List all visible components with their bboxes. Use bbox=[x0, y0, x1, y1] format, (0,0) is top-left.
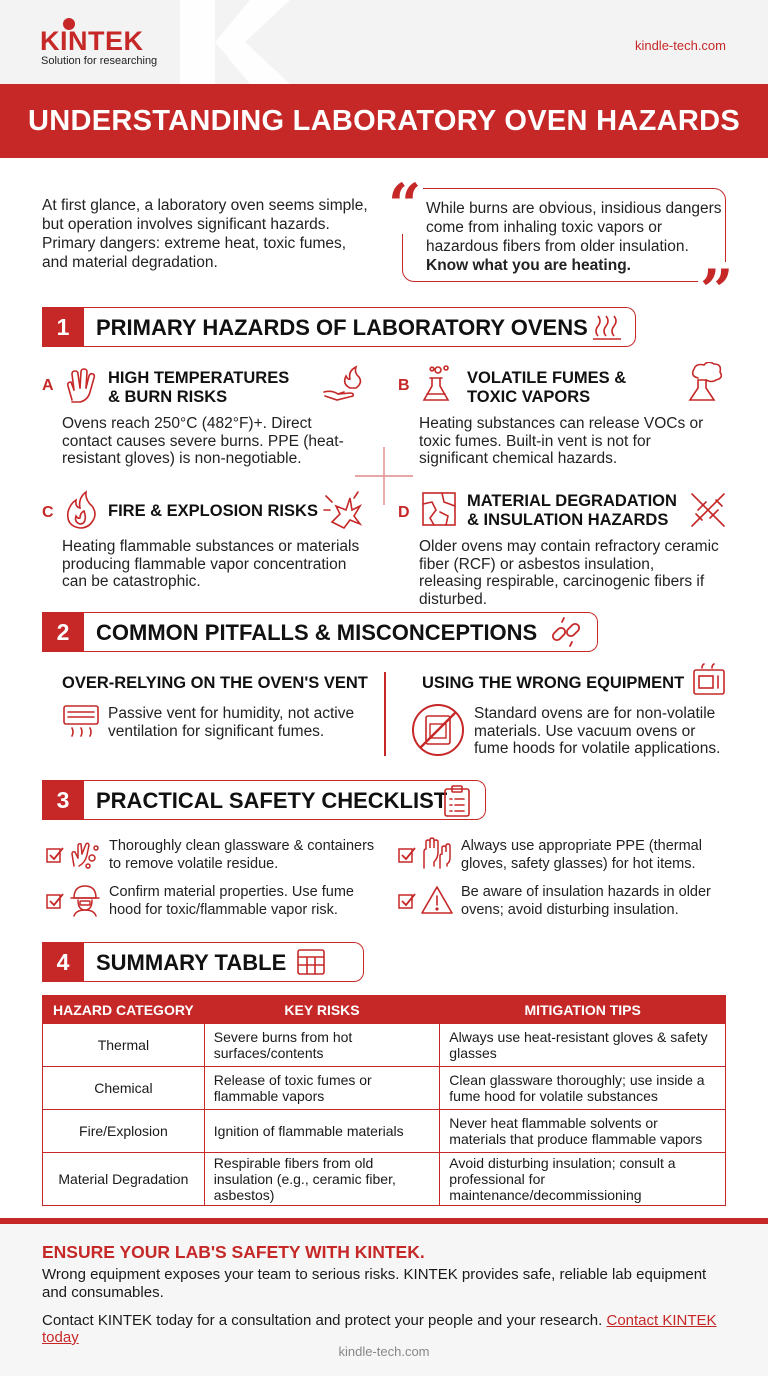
table-cell-category: Fire/Explosion bbox=[43, 1110, 205, 1153]
fume-cloud-icon bbox=[684, 362, 728, 402]
brand-logo[interactable]: KINTEK bbox=[40, 26, 144, 56]
close-quote-icon: ” bbox=[700, 257, 734, 325]
checklist-item-2: Always use appropriate PPE (thermal gloves, safety glasses) for hot items. bbox=[461, 838, 702, 872]
gloves-icon bbox=[420, 836, 454, 870]
checklist-item-1: Thoroughly clean glassware & containers to remove volatile residue. bbox=[109, 838, 375, 872]
section-2-number: 2 bbox=[42, 612, 84, 652]
quote-text bbox=[426, 199, 726, 275]
table-icon bbox=[296, 948, 326, 976]
checkbox-3-icon[interactable] bbox=[46, 892, 64, 910]
website-link-bottom[interactable]: kindle-tech.com bbox=[338, 1344, 430, 1359]
hazard-c-title-line1: FIRE & EXPLOSION RISKS bbox=[108, 502, 318, 520]
hazard-a-body: Ovens reach 250°C (482°F)+. Direct contact causes severe burns. PPE (heat-resistant gloves) is non-negotiable. bbox=[62, 415, 344, 467]
table-cell-category: Chemical bbox=[43, 1067, 205, 1110]
fibers-icon bbox=[688, 490, 728, 530]
website-link-top[interactable]: kindle-tech.com bbox=[634, 38, 726, 53]
table-cell-mitigation: Never heat flammable solvents or materials that produce flammable vapors bbox=[440, 1110, 726, 1153]
cta-contact-text: Contact KINTEK today for a consultation and protect your people and your research. bbox=[42, 1312, 603, 1329]
hazard-c-letter: C bbox=[42, 504, 54, 521]
contact-kintek-link[interactable]: Contact KINTEK today bbox=[42, 1312, 717, 1346]
hazard-a-title-line2: & BURN RISKS bbox=[108, 388, 228, 406]
section-3-number: 3 bbox=[42, 780, 84, 820]
hazard-a-title-line1: HIGH TEMPERATURES bbox=[108, 369, 290, 387]
table-row bbox=[43, 1067, 726, 1110]
hazard-b-title bbox=[467, 369, 626, 407]
cta-contact-line bbox=[42, 1312, 742, 1346]
section-4-number: 4 bbox=[42, 942, 84, 982]
pitfall-2-title: USING THE WRONG EQUIPMENT bbox=[422, 674, 685, 692]
table-cell-risks: Severe burns from hot surfaces/contents bbox=[204, 1024, 440, 1067]
column-header-category: HAZARD CATEGORY bbox=[43, 996, 205, 1024]
hazard-d-body: Older ovens may contain refractory ceramic fiber (RCF) or asbestos insulation, releasing respirable, carcinogenic fibers if disturbed. bbox=[419, 538, 719, 608]
microwave-oven-icon bbox=[692, 662, 726, 698]
pitfall-1-title: OVER-RELYING ON THE OVEN'S VENT bbox=[62, 674, 368, 692]
hazard-b-body: Heating substances can release VOCs or toxic fumes. Built-in vent is not for significant chemical hazards. bbox=[419, 415, 704, 467]
pitfall-1-body: Passive vent for humidity, not active ventilation for significant fumes. bbox=[108, 705, 355, 740]
table-cell-mitigation: Avoid disturbing insulation; consult a professional for maintenance/decommissioning bbox=[440, 1153, 726, 1206]
cta-title: ENSURE YOUR LAB'S SAFETY WITH KINTEK. bbox=[42, 1242, 425, 1262]
checkbox-1-icon[interactable] bbox=[46, 846, 64, 864]
table-cell-mitigation: Always use heat-resistant gloves & safety glasses bbox=[440, 1024, 726, 1067]
section-2-title: COMMON PITFALLS & MISCONCEPTIONS bbox=[96, 620, 538, 645]
protective-helmet-icon bbox=[68, 882, 102, 918]
open-quote-icon: “ bbox=[388, 171, 422, 239]
warning-triangle-icon bbox=[420, 884, 454, 916]
table-cell-risks: Ignition of flammable materials bbox=[204, 1110, 440, 1153]
cta-body: Wrong equipment exposes your team to serious risks. KINTEK provides safe, reliable lab equipment and consumables. bbox=[42, 1266, 707, 1301]
hand-flame-icon bbox=[320, 362, 364, 402]
hazard-c-body: Heating flammable substances or materials producing flammable vapor concentration can be catastrophic. bbox=[62, 538, 360, 590]
table-row bbox=[43, 1153, 726, 1206]
flame-icon bbox=[62, 490, 98, 530]
broken-chain-icon bbox=[550, 616, 582, 648]
section-1-number: 1 bbox=[42, 307, 84, 347]
quote-emphasis: Know what you are heating. bbox=[426, 257, 631, 274]
column-header-mitigation: MITIGATION TIPS bbox=[440, 996, 726, 1024]
table-cell-risks: Respirable fibers from old insulation (e.g., ceramic fiber, asbestos) bbox=[204, 1153, 440, 1206]
brand-tagline: Solution for researching bbox=[41, 55, 158, 67]
clipboard-icon bbox=[442, 784, 472, 818]
hazard-d-title bbox=[467, 492, 677, 530]
hazard-b-title-line1: VOLATILE FUMES & bbox=[467, 369, 627, 387]
hazard-b-letter: B bbox=[398, 377, 410, 394]
hazard-b-title-line2: TOXIC VAPORS bbox=[467, 388, 591, 406]
no-oven-icon bbox=[410, 702, 466, 758]
hazard-d-letter: D bbox=[398, 504, 410, 521]
table-cell-category: Material Degradation bbox=[43, 1153, 205, 1206]
hazard-d-title-line2: & INSULATION HAZARDS bbox=[467, 511, 669, 529]
quote-regular: While burns are obvious, insidious dangers come from inhaling toxic vapors or hazardous fibers from older insulation. bbox=[426, 200, 722, 255]
page-title: UNDERSTANDING LABORATORY OVEN HAZARDS bbox=[28, 105, 740, 137]
crumbling-insulation-icon bbox=[420, 490, 458, 528]
hazard-a-letter: A bbox=[42, 377, 54, 394]
vent-icon bbox=[62, 702, 100, 740]
explosion-icon bbox=[322, 488, 364, 530]
heat-waves-icon bbox=[590, 312, 624, 342]
hazard-c-title bbox=[108, 502, 318, 521]
table-row bbox=[43, 1024, 726, 1067]
column-header-risks: KEY RISKS bbox=[204, 996, 440, 1024]
checkbox-4-icon[interactable] bbox=[398, 892, 416, 910]
checkbox-2-icon[interactable] bbox=[398, 846, 416, 864]
table-row bbox=[43, 1110, 726, 1153]
checklist-item-4: Be aware of insulation hazards in older ovens; avoid disturbing insulation. bbox=[461, 884, 711, 918]
hand-burn-icon bbox=[62, 366, 100, 404]
pitfall-2-body: Standard ovens are for non-volatile materials. Use vacuum ovens or fume hoods for volatile applications. bbox=[474, 705, 721, 757]
intro-text: At first glance, a laboratory oven seems simple, but operation involves significant hazards. Primary dangers: extreme heat, toxic fumes, and material degradation. bbox=[42, 197, 368, 271]
table-cell-risks: Release of toxic fumes or flammable vapors bbox=[204, 1067, 440, 1110]
hazard-a-title bbox=[108, 369, 289, 407]
hazard-d-title-line1: MATERIAL DEGRADATION bbox=[467, 492, 677, 510]
flask-fumes-icon bbox=[420, 364, 456, 404]
table-header-row bbox=[43, 996, 726, 1024]
table-cell-category: Thermal bbox=[43, 1024, 205, 1067]
summary-table bbox=[42, 995, 726, 1206]
table-cell-mitigation: Clean glassware thoroughly; use inside a fume hood for volatile substances bbox=[440, 1067, 726, 1110]
section-3-title: PRACTICAL SAFETY CHECKLIST bbox=[96, 788, 448, 813]
cleaning-hands-icon bbox=[68, 836, 102, 870]
section-4-title: SUMMARY TABLE bbox=[96, 950, 287, 975]
section-1-title: PRIMARY HAZARDS OF LABORATORY OVENS bbox=[96, 315, 588, 340]
pitfall-divider bbox=[384, 672, 386, 756]
checklist-item-3: Confirm material properties. Use fume hood for toxic/flammable vapor risk. bbox=[109, 884, 354, 918]
